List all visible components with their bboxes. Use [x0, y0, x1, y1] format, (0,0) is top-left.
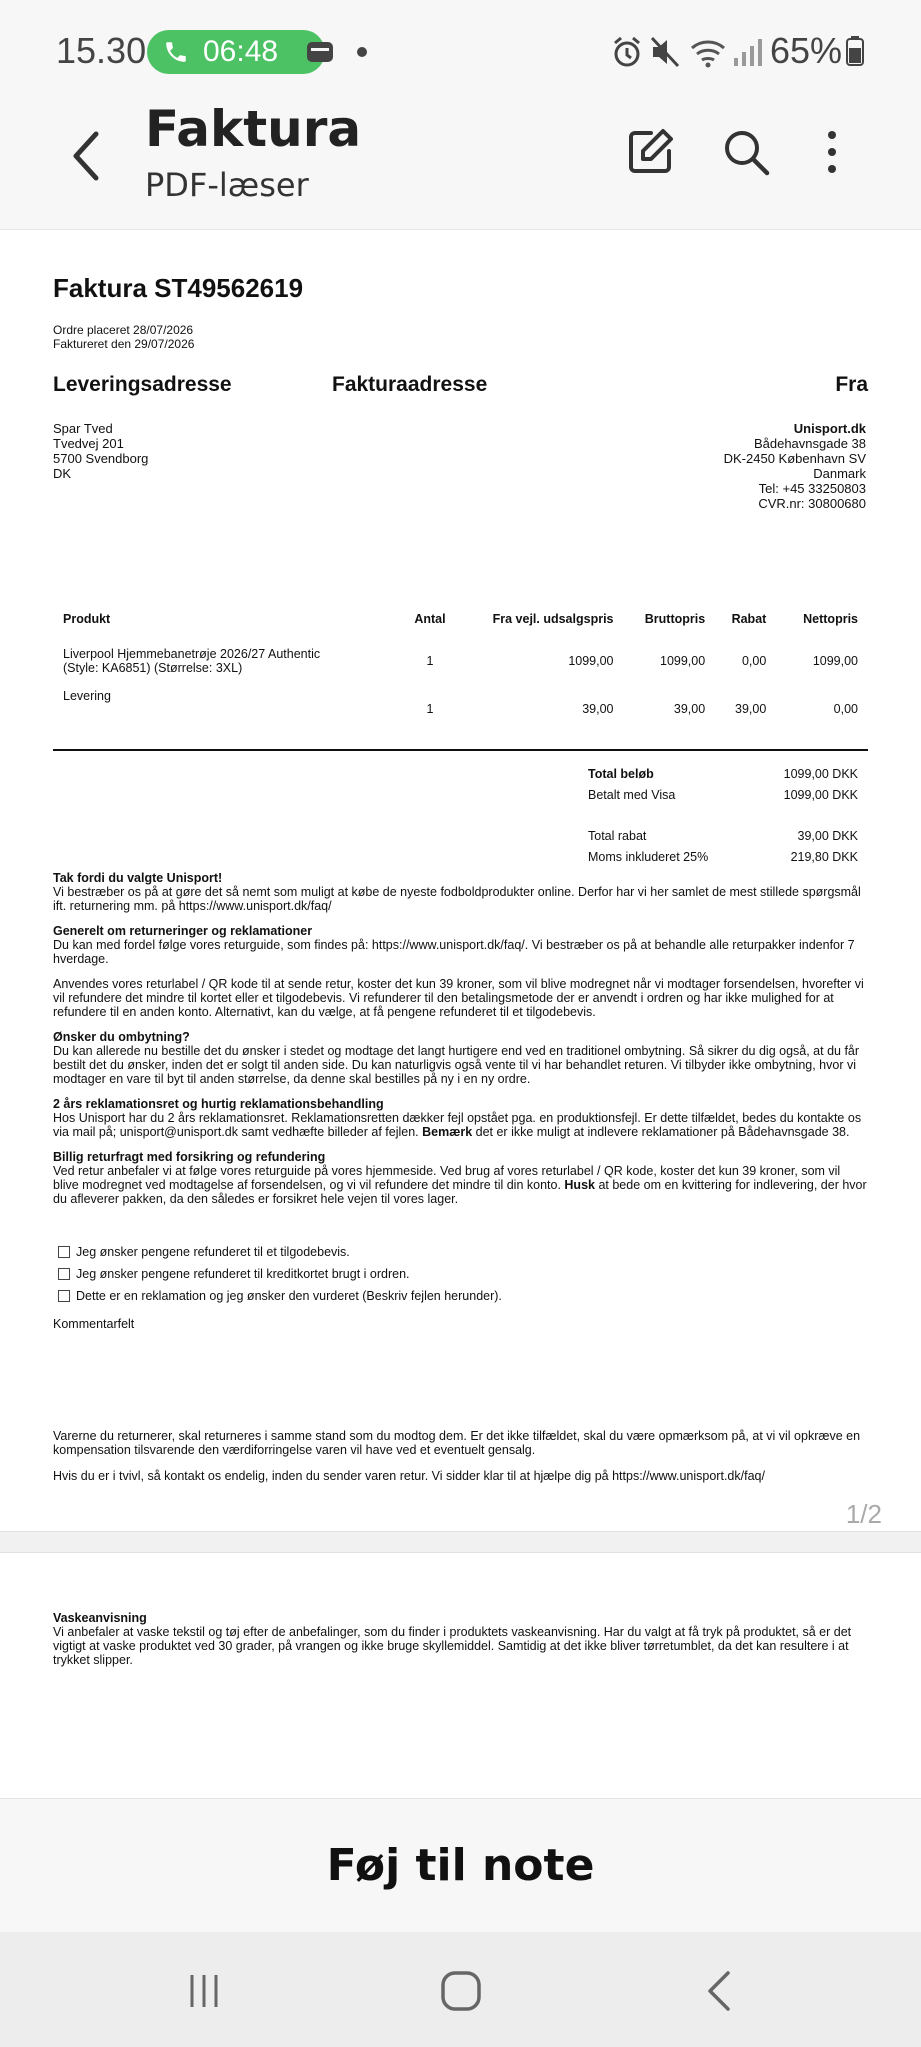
- pdf-page-1[interactable]: [0, 231, 921, 1531]
- wallet-icon: [306, 40, 334, 64]
- refund-option[interactable]: [58, 1263, 502, 1285]
- app-bar: [0, 100, 921, 230]
- shipping-address: [53, 421, 148, 481]
- table-row: [53, 685, 868, 733]
- net-cell: 0,00: [833, 702, 858, 716]
- back-button[interactable]: [62, 128, 110, 184]
- pdf-page-2[interactable]: [0, 1553, 921, 1798]
- total-value: 1099,00 DKK: [783, 767, 858, 781]
- paid-label: Betalt med Visa: [588, 788, 676, 802]
- address-line: CVR.nr: 30800680: [758, 496, 866, 511]
- rrp-cell: 1099,00: [568, 654, 614, 668]
- freight-note: Husk: [564, 1178, 595, 1192]
- address-line: Tvedvej 201: [53, 436, 124, 451]
- order-placed: Ordre placeret 28/07/2026: [53, 323, 194, 337]
- checkbox[interactable]: [58, 1268, 70, 1280]
- column-header: Antal: [414, 612, 446, 626]
- call-timer: 06:48: [203, 35, 279, 68]
- wash-instructions: [53, 1611, 868, 1667]
- checkbox-label: Dette er en reklamation og jeg ønsker den vurderet (Beskriv fejlen herunder).: [76, 1289, 502, 1303]
- terms-text: [53, 871, 868, 1217]
- recent-apps-icon: [184, 1971, 224, 2011]
- gross-cell: 1099,00: [660, 654, 706, 668]
- freight-text-end: at bede om en kvittering for indlevering, der hvor du afleverer pakken, da den således er forsikret hele vejen til vores lager.: [53, 1178, 867, 1206]
- comment-label: Kommentarfelt: [53, 1317, 135, 1331]
- order-invoiced: Faktureret den 29/07/2026: [53, 337, 195, 351]
- rrp-cell: 39,00: [582, 702, 614, 716]
- address-line: Danmark: [813, 466, 866, 481]
- discount-value: 39,00 DKK: [797, 829, 858, 843]
- column-header: Bruttopris: [644, 612, 706, 626]
- search-button[interactable]: [716, 122, 776, 182]
- product-cell: [53, 637, 399, 685]
- dot-icon: [356, 46, 368, 58]
- phone-icon: [163, 39, 189, 65]
- home-icon: [439, 1969, 483, 2013]
- product-name: Levering: [63, 689, 111, 703]
- call-pill[interactable]: [147, 30, 325, 74]
- checkbox[interactable]: [58, 1290, 70, 1302]
- more-options-button[interactable]: [802, 122, 862, 182]
- condition-text: Varerne du returnerer, skal returneres i samme stand som du modtog dem. Er det ikke tilfældet, skal du være opmærksom på, at vi vil opkræve en kompensation tilsvarende den værdiforringelse varen vil have ved et eventuelt gensalg.: [53, 1429, 861, 1457]
- sender-name: Unisport.dk: [793, 421, 866, 436]
- edit-button[interactable]: [620, 122, 680, 182]
- search-icon: [721, 127, 771, 177]
- thanks-text: Vi bestræber os på at gøre det så nemt som muligt at købe de nyeste fodboldprodukter online. Derfor har vi her samlet de mest stillede spørgsmål ift. returnering mm. på https://www.unisport.dk/faq/: [53, 885, 861, 913]
- shipping-heading: Leveringsadresse: [53, 373, 232, 396]
- invoice-title: Faktura ST49562619: [53, 273, 304, 303]
- sender-address: [724, 421, 866, 511]
- checkbox-label: Jeg ønsker pengene refunderet til kreditkortet brugt i ordren.: [76, 1267, 410, 1281]
- footer-text: [53, 1429, 868, 1495]
- discount-cell: 39,00: [735, 702, 767, 716]
- warranty-title: 2 års reklamationsret og hurtig reklamationsbehandling: [53, 1097, 384, 1111]
- battery-icon: [846, 36, 864, 66]
- refund-options: [58, 1241, 502, 1307]
- app-title: Faktura: [145, 100, 362, 158]
- checkbox[interactable]: [58, 1246, 70, 1258]
- refund-option[interactable]: [58, 1285, 502, 1307]
- column-header: Rabat: [731, 612, 767, 626]
- signal-icon: [732, 36, 762, 68]
- warranty-text-end: det er ikke muligt at indlevere reklamationer på Bådehavnsgade 38.: [472, 1125, 850, 1139]
- checkbox-label: Jeg ønsker pengene refunderet til et tilgodebevis.: [76, 1245, 350, 1259]
- edit-icon: [625, 127, 675, 177]
- address-line: DK: [53, 466, 72, 481]
- back-nav-button[interactable]: [690, 1966, 750, 2016]
- discount-cell: 0,00: [741, 654, 767, 668]
- total-label: Total beløb: [588, 767, 654, 781]
- column-header: Nettopris: [803, 612, 858, 626]
- navigation-bar: [0, 1932, 921, 2047]
- discount-label: Total rabat: [588, 829, 647, 843]
- product-cell: [53, 685, 399, 733]
- gross-cell: 39,00: [673, 702, 706, 716]
- page-separator: [0, 1531, 921, 1553]
- totals-block: [588, 767, 858, 871]
- address-line: Tel: +45 33250803: [758, 481, 866, 496]
- returns-text: Du kan med fordel følge vores returguide, som findes på: https://www.unisport.dk/faq/. Vi bestræber os på at behandle alle returpakker indenfor 7 hverdage.: [53, 938, 855, 966]
- vat-label: Moms inkluderet 25%: [588, 850, 709, 864]
- table-header-row: [53, 601, 868, 637]
- freight-title: Billig returfragt med forsikring og refundering: [53, 1150, 326, 1164]
- alarm-icon: [612, 36, 642, 68]
- battery-percentage: 65%: [770, 30, 843, 71]
- page-indicator: 1/2: [845, 1499, 882, 1529]
- mute-icon: [650, 36, 680, 68]
- add-to-note-button[interactable]: Føj til note: [326, 1840, 595, 1891]
- returns-title: Generelt om returneringer og reklamationer: [53, 924, 313, 938]
- warranty-text: Hos Unisport har du 2 års reklamationsret. Reklamationsretten dækker fejl opstået pga. en produktionsfejl. Er dette tilfældet, bedes du kontakte os via mail på; unisport@unisport.dk samt vedhæfte billeder af fejlen.: [53, 1111, 862, 1139]
- wifi-icon: [690, 36, 726, 68]
- home-button[interactable]: [431, 1966, 491, 2016]
- contact-text: Hvis du er i tvivl, så kontakt os endelig, inden du sender varen retur. Vi sidder klar til at hjælpe dig på https://www.unisport.dk/faq/: [53, 1469, 765, 1483]
- recent-apps-button[interactable]: [174, 1966, 234, 2016]
- back-nav-icon: [702, 1969, 738, 2013]
- status-time: 15.30: [56, 30, 147, 71]
- app-subtitle: PDF-læser: [145, 166, 309, 204]
- address-line: DK-2450 København SV: [723, 451, 866, 466]
- net-cell: 1099,00: [812, 654, 858, 668]
- address-line: Spar Tved: [53, 421, 113, 436]
- discount-row: [588, 829, 858, 850]
- product-name: Liverpool Hjemmebanetrøje 2026/27 Authentic: [63, 647, 321, 661]
- more-icon: [822, 127, 842, 177]
- address-headings: [53, 373, 868, 403]
- from-heading: Fra: [835, 373, 868, 396]
- paid-row: [588, 788, 858, 809]
- refund-option[interactable]: [58, 1241, 502, 1263]
- qty-cell: 1: [426, 654, 434, 668]
- paid-value: 1099,00 DKK: [783, 788, 858, 802]
- table-divider: [53, 749, 868, 751]
- column-header: Produkt: [63, 612, 111, 626]
- label-text: Anvendes vores returlabel / QR kode til at sende retur, koster det kun 39 kroner, som vil blive modregnet når vi modtager forsendelsen, hvorefter vi vil refundere det mindre til kortet eller et tilgodebevis. Vi refunderer til den betalingsmetode der er anvendt i ordren og har ikke mulighed for at refundere til en anden konto. Alternativt, kan du vælge, at få pengene refunderet til et tilgodebevis.: [53, 977, 864, 1019]
- add-to-note-bar: [0, 1798, 921, 1932]
- order-meta: [53, 323, 194, 351]
- address-line: 5700 Svendborg: [53, 451, 149, 466]
- wash-title: Vaskeanvisning: [53, 1611, 147, 1625]
- exchange-title: Ønsker du ombytning?: [53, 1030, 190, 1044]
- items-table: [53, 601, 868, 733]
- billing-heading: Fakturaadresse: [332, 373, 488, 396]
- warranty-note: Bemærk: [422, 1125, 473, 1139]
- address-line: Bådehavnsgade 38: [753, 436, 866, 451]
- wash-text: Vi anbefaler at vaske tekstil og tøj efter de anbefalinger, som du finder i produktets vaskeanvisning. Har du valgt at få tryk på produktet, så er det vigtigt at vaske produktet ved 30 grader, på vrangen og ikke bruge skyllemiddel. Samtidig at det ikke bliver tørretumblet, da det kan resultere i at trykket slipper.: [53, 1625, 852, 1667]
- vat-row: [588, 850, 858, 871]
- thanks-title: Tak fordi du valgte Unisport!: [53, 871, 223, 885]
- back-icon: [62, 128, 110, 184]
- column-header: Fra vejl. udsalgspris: [492, 612, 614, 626]
- freight-text: Ved retur anbefaler vi at følge vores returguide på vores hjemmeside. Ved brug af vores returlabel / QR kode, koster det kun 39 kroner, som vil blive modregnet ved modtagelse af forsendelsen, og vi vil refundere det mindre til din konto.: [53, 1164, 841, 1192]
- exchange-text: Du kan allerede nu bestille det du ønsker i stedet og modtage det langt hurtigere end ved en traditionel ombytning. Så sikrer du dig også, at du får bestilt det du ønsker, inden det er solgt til anden side. Du kan naturligvis også vente til vi har behandlet returen. Vi tilbyder ikke ombytning, hvor vi modtager en vare til byt til anden størrelse, da denne skal bestilles på ny i en ny ordre.: [53, 1044, 860, 1086]
- table-row: [53, 637, 868, 685]
- vat-value: 219,80 DKK: [790, 850, 858, 864]
- status-bar: [0, 0, 921, 100]
- total-row: [588, 767, 858, 788]
- qty-cell: 1: [426, 702, 434, 716]
- product-details: (Style: KA6851) (Størrelse: 3XL): [63, 661, 243, 675]
